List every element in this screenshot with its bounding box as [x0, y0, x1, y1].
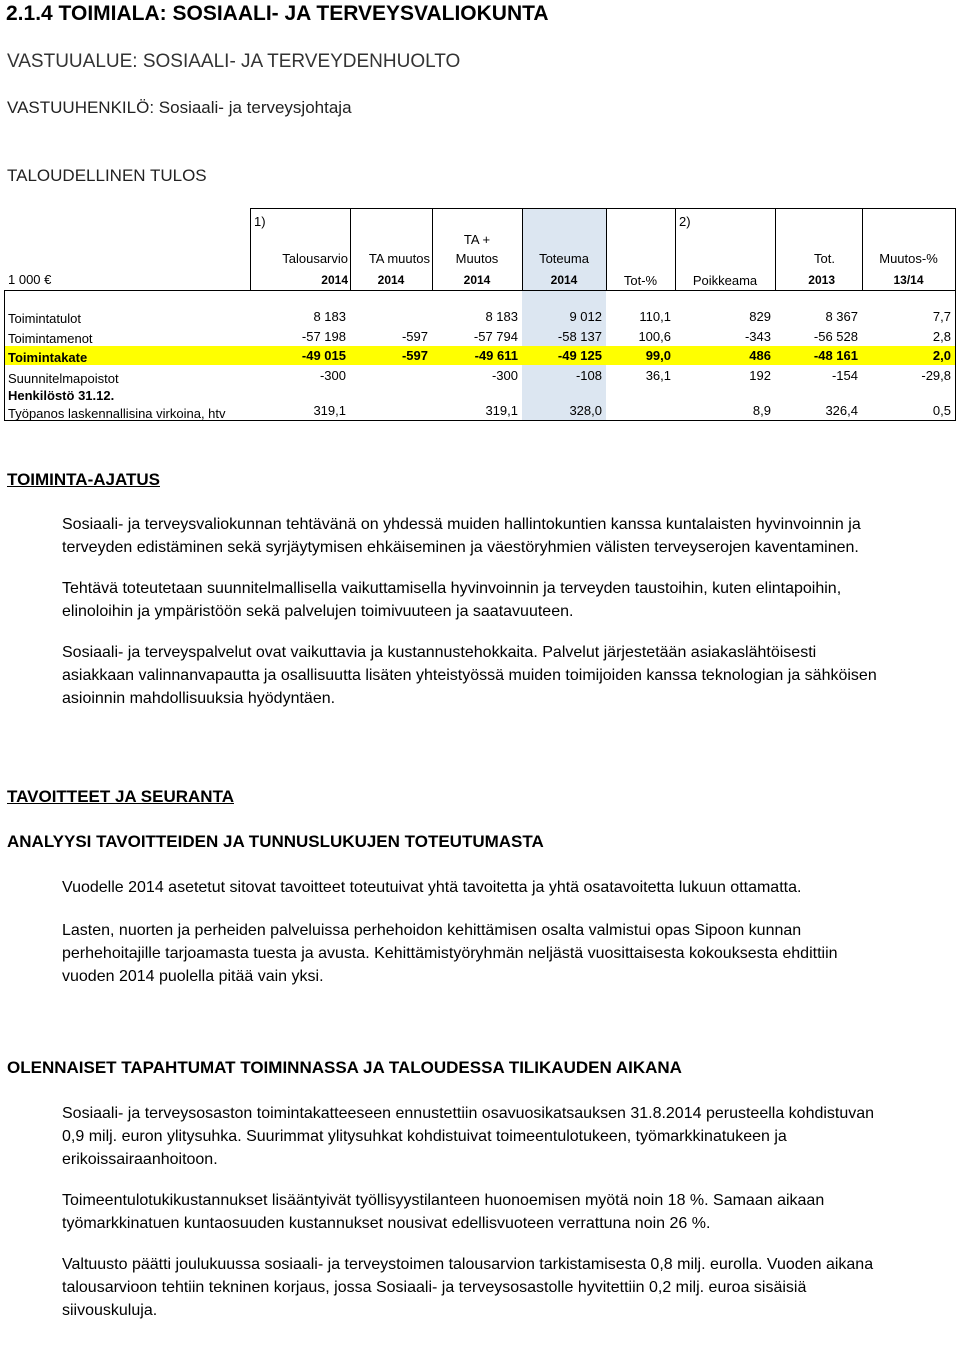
analysis-heading: ANALYYSI TAVOITTEIDEN JA TUNNUSLUKUJEN TOTEUTUMASTA [7, 832, 544, 851]
cell: -300 [319, 368, 346, 383]
staff-heading: Henkilöstö 31.12. [8, 388, 115, 403]
col7-year: 2013 [808, 273, 835, 287]
analysis-text [62, 876, 892, 988]
cell: -57 198 [301, 329, 346, 344]
col4-year: 2014 [550, 273, 578, 287]
cell: 326,4 [825, 403, 858, 418]
cell: -49 125 [557, 348, 602, 363]
cell: 829 [749, 309, 771, 324]
cell: 319,1 [485, 403, 518, 418]
cell: 7,7 [932, 309, 951, 324]
cell: -56 528 [813, 329, 858, 344]
analysis-paragraph: Vuodelle 2014 asetetut sitovat tavoitteet toteutuivat yhtä tavoitetta ja yhtä osatavoitetta lukuun ottamatta. [62, 879, 802, 896]
col3-title-2: Muutos [455, 251, 499, 266]
cell: -154 [831, 368, 858, 383]
row-label: Toimintatulot [8, 311, 81, 326]
financial-result-heading: TALOUDELLINEN TULOS [7, 166, 207, 185]
cell: 36,1 [645, 368, 671, 383]
cell: 328,0 [569, 403, 602, 418]
cell: -58 137 [557, 329, 602, 344]
col1-title: Talousarvio [282, 251, 348, 266]
financial-table [0, 208, 960, 428]
mission-paragraph: Tehtävä toteutetaan suunnitelmallisella vaikuttamisella hyvinvoinnin ja terveyden taustoihin, kuten elintapoihin, elinoloihin ja ympäristöön sekä palvelujen toimivuuteen ja saatavuuteen. [62, 580, 842, 620]
col7-title: Tot. [814, 251, 835, 266]
events-paragraph: Toimeentulotukikustannukset lisääntyivät työllisyystilanteen huonoemisen myötä noin 18 %. Samaan aikaan työmarkkinatuen kuntaosuuden kustannukset nousivat edellisvuoteen verrattuna noin 26 %. [62, 1192, 825, 1232]
staff-row-label: Työpanos laskennallisina virkoina, htv [8, 406, 226, 421]
cell: -300 [491, 368, 518, 383]
col3-title-1: TA + [463, 232, 491, 247]
mission-text [62, 513, 892, 710]
cell: -29,8 [921, 368, 951, 383]
events-paragraph: Sosiaali- ja terveysosaston toimintakatteeseen ennustettiin osavuosikatsauksen 31.8.2014 perusteella kohdistuvan 0,9 milj. euron ylitysuhka. Suurimmat ylitysuhkat kohdistuivat toimeentulotukeen, työmarkkinatukeen ja erikoissairaanhoitoon. [62, 1105, 875, 1168]
row-label: Toimintamenot [8, 331, 93, 346]
col2-title: TA muutos [368, 251, 430, 266]
cell: 486 [749, 348, 771, 363]
col8-title: Muutos-% [879, 251, 938, 266]
cell: 0,5 [932, 403, 951, 418]
responsibility-area: VASTUUALUE: SOSIAALI- JA TERVEYDENHUOLTO [7, 51, 461, 72]
cell: -57 794 [473, 329, 518, 344]
cell: 8,9 [752, 403, 771, 418]
events-heading: OLENNAISET TAPAHTUMAT TOIMINNASSA JA TALOUDESSA TILIKAUDEN AIKANA [7, 1058, 682, 1077]
page-title: 2.1.4 TOIMIALA: SOSIAALI- JA TERVEYSVALIOKUNTA [6, 2, 549, 25]
cell: -49 015 [301, 348, 346, 363]
cell: 9 012 [569, 309, 602, 324]
cell: 99,0 [645, 348, 671, 363]
cell: -597 [401, 348, 428, 363]
cell: 8 183 [313, 309, 346, 324]
responsible-person: VASTUUHENKILÖ: Sosiaali- ja terveysjohtaja [7, 98, 352, 117]
goals-heading: TAVOITTEET JA SEURANTA [7, 787, 234, 806]
col4-title: Toteuma [539, 251, 589, 266]
col8-year: 13/14 [893, 273, 924, 287]
cell: 100,6 [638, 329, 671, 344]
cell: 2,0 [932, 348, 951, 363]
cell: 8 183 [485, 309, 518, 324]
col2-year: 2014 [377, 273, 405, 287]
events-paragraph: Valtuusto päätti joulukuussa sosiaali- ja terveystoimen talousarvion tarkistamisesta 0,8 milj. eurolla. Vuoden aikana talousarvioon tehtiin tekninen korjaus, jossa Sosiaali- ja terveysosastolle hyvitettiin 0,2 milj. euroa sisäisiä siivouskuluja. [62, 1256, 874, 1319]
row-label: Suunnitelmapoistot [8, 371, 119, 386]
cell: 192 [749, 368, 771, 383]
cell: 8 367 [825, 309, 858, 324]
col6-note: 2) [679, 214, 691, 229]
cell: -597 [401, 329, 428, 344]
cell: 110,1 [639, 309, 671, 324]
mission-heading: TOIMINTA-AJATUS [7, 470, 160, 489]
row-label-highlight: Toimintakate [8, 350, 88, 365]
col1-year: 2014 [321, 273, 348, 287]
cell: -49 611 [474, 348, 518, 363]
cell: -108 [575, 368, 602, 383]
analysis-paragraph: Lasten, nuorten ja perheiden palveluissa perhehoidon kehittämisen osalta valmistui opas Sipoon kunnan perhehoitajille tarjoamasta tuesta ja avusta. Kehittämistyöryhmän neljästä vuosittaisesta kokouksesta ehdittiin vuoden 2014 puolella pitää vain yksi. [62, 922, 838, 985]
cell: -48 161 [813, 348, 858, 363]
cell: -343 [744, 329, 771, 344]
unit-label: 1 000 € [8, 272, 52, 287]
col6-title: Poikkeama [692, 273, 758, 288]
mission-paragraph: Sosiaali- ja terveysvaliokunnan tehtävänä on yhdessä muiden hallintokuntien kanssa kuntalaisten hyvinvoinnin ja terveyden edistäminen sekä syrjäytymisen ehkäiseminen ja väestöryhmien välisten terveyserojen kaventaminen. [62, 516, 861, 556]
cell: 2,8 [932, 329, 951, 344]
cell: 319,1 [313, 403, 346, 418]
col1-note: 1) [254, 214, 266, 229]
events-text [62, 1102, 892, 1322]
mission-paragraph: Sosiaali- ja terveyspalvelut ovat vaikuttavia ja kustannustehokkaita. Palvelut järjestetään asiakaslähtöisesti asiakkaan valinnanvapautta ja osallisuutta lisäten yhteistyössä muiden toimijoiden kanssa teknologian ja sähköisen asioinnin mahdollisuuksia hyödyntäen. [62, 644, 877, 707]
col3-year: 2014 [463, 273, 491, 287]
col5-title: Tot-% [623, 273, 658, 288]
